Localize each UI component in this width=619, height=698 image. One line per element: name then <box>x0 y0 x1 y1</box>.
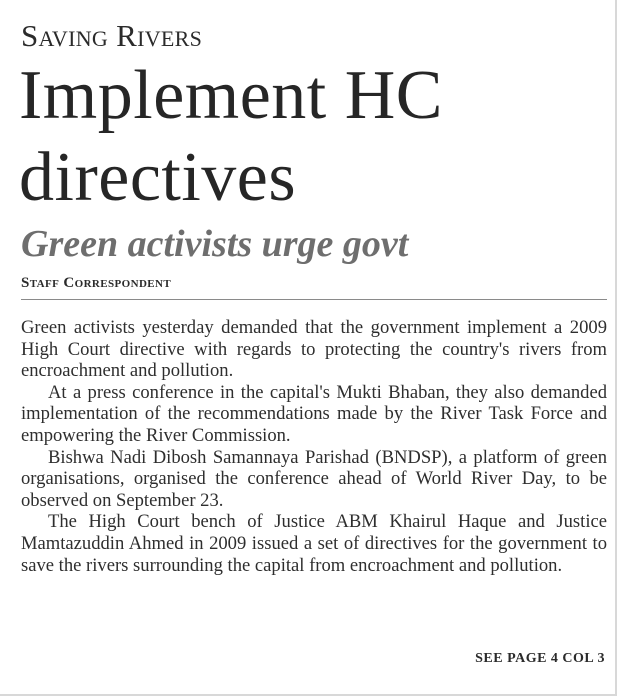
article-byline: Staff Correspondent <box>21 275 172 291</box>
article-paragraph-4: The High Court bench of Justice ABM Khairul Haque and Justice Mamtazuddin Ahmed in 2009 issued a set of directives for the government to save the rivers surrounding the capital from encroachment and pollution. <box>21 511 607 576</box>
article-headline: Implement HC directives <box>19 57 443 216</box>
article-kicker: Saving Rivers <box>21 18 203 53</box>
article-paragraph-2: At a press conference in the capital's Mukti Bhaban, they also demanded implementation of the recommendations made by the River Task Force and empowering the River Commission. <box>21 381 607 446</box>
article-paragraph-1: Green activists yesterday demanded that the government implement a 2009 High Court directive with regards to protecting the country's rivers from encroachment and pollution. <box>21 317 607 382</box>
byline-divider <box>21 299 607 300</box>
article-body <box>21 317 607 576</box>
article-paragraph-3: Bishwa Nadi Dibosh Samannaya Parishad (BNDSP), a platform of green organisations, organised the conference ahead of World River Day, to be observed on September 23. <box>21 446 607 511</box>
article-subheadline: Green activists urge govt <box>21 223 409 265</box>
continuation-reference: SEE PAGE 4 COL 3 <box>475 651 605 666</box>
